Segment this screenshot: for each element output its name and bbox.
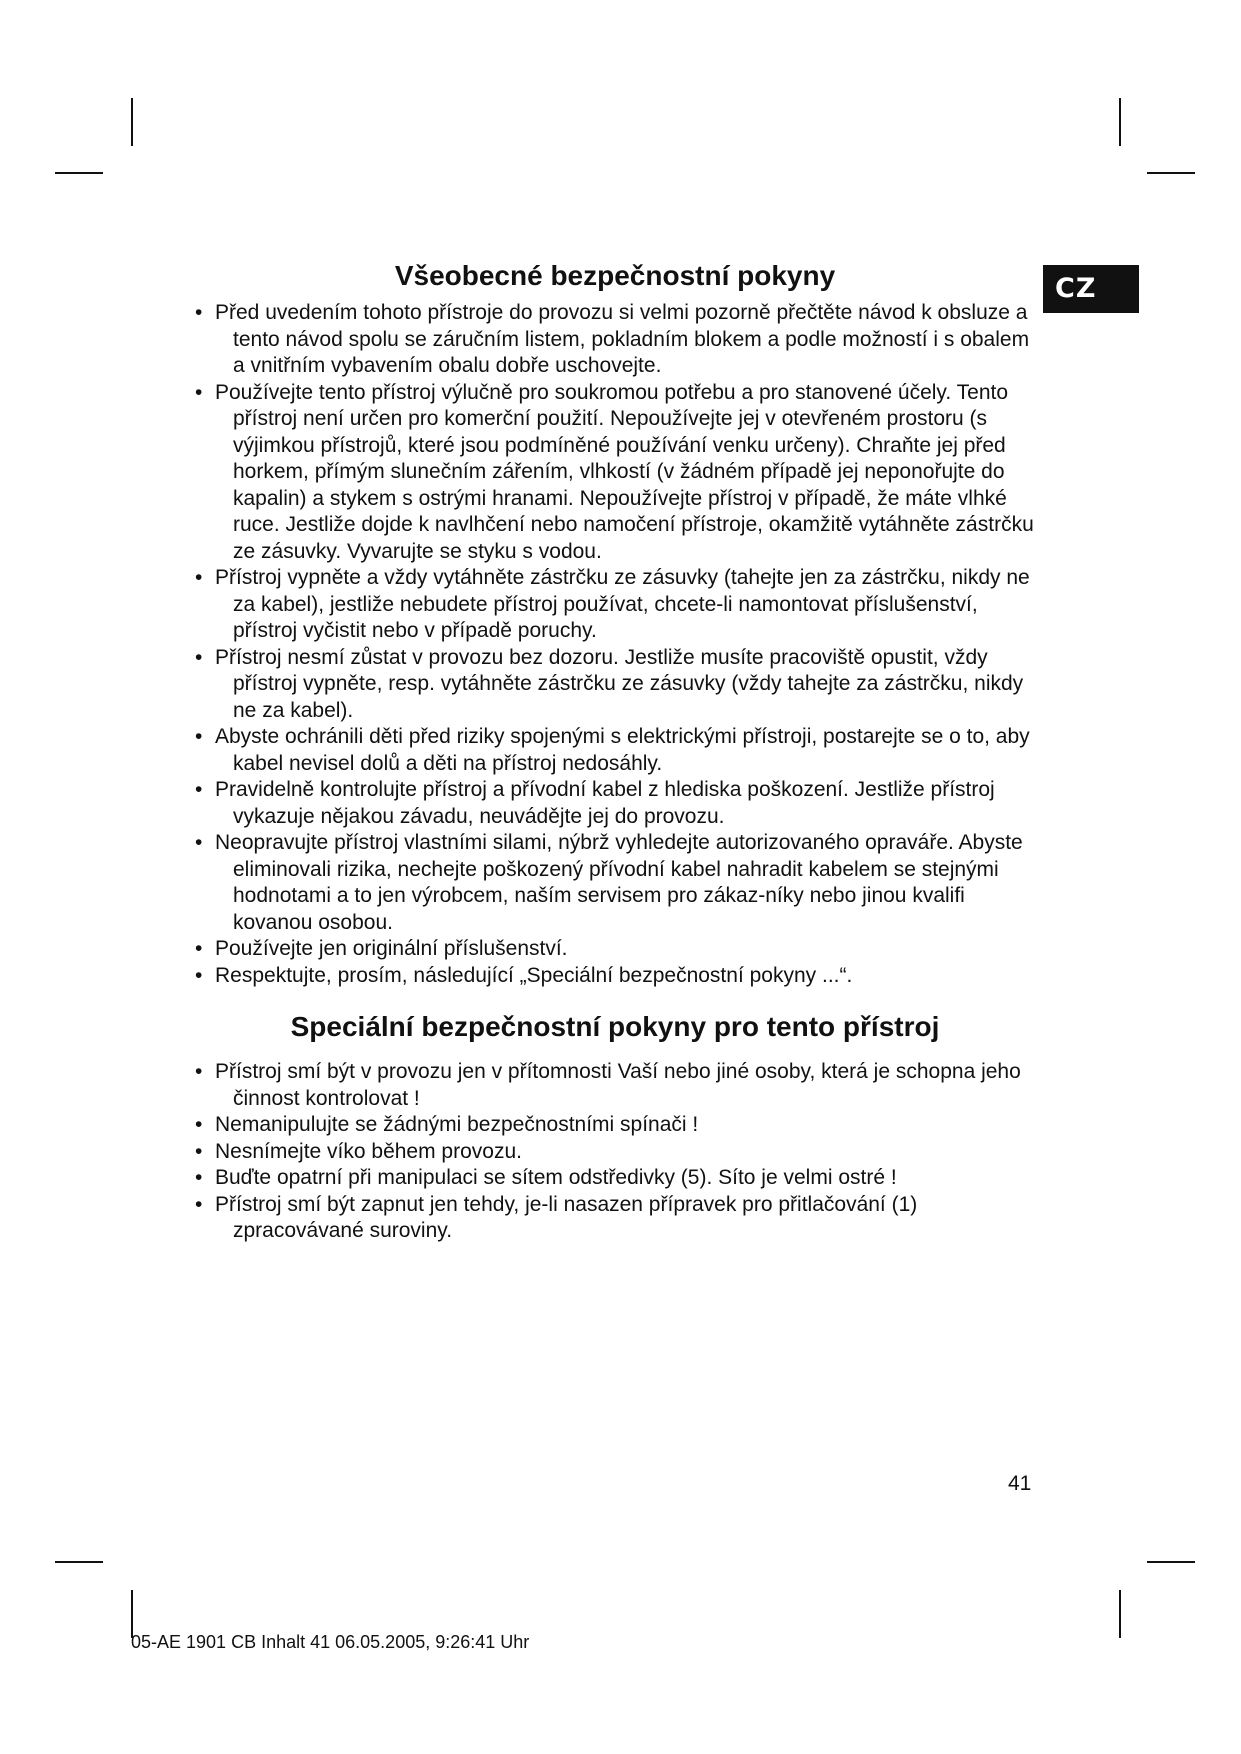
list-item: • Nesnímejte víko během provozu. — [195, 1139, 1045, 1166]
print-footer: 05-AE 1901 CB Inhalt 41 06.05.2005, 9:26:41 Uhr — [131, 1632, 530, 1652]
special-safety-list — [195, 1059, 1045, 1245]
list-item: • Přístroj nesmí zůstat v provozu bez dozoru. Jestliže musíte pracoviště opustit, vždy přístroj vypněte, resp. vytáhněte zástrčku ze zásuvky (vždy tahejte za zástrčku, nikdy ne za kabel). — [195, 645, 1045, 725]
list-item: • Používejte tento přístroj výlučně pro soukromou potřebu a pro stanovené účely. Tento přístroj není určen pro komerční použití. Nepoužívejte jej v otevřeném prostoru (s výjimkou přístrojů, které jsou podmíněné používání venku určeny). Chraňte jej před horkem, přímým slunečním zářením, vlhkostí (v žádném případě jej neponořujte do kapalin) a stykem s ostrými hranami. Nepoužívejte přístroj v případě, že máte vlhké ruce. Jestliže dojde k navlhčení nebo namočení přístroje, okamžitě vytáhněte zástrčku ze zásuvky. Vyvarujte se styku s vodou. — [195, 380, 1045, 566]
crop-mark-bottom-left-horizontal — [55, 1561, 103, 1563]
crop-mark-top-left-vertical — [131, 98, 133, 146]
list-item: • Používejte jen originální příslušenství. — [195, 936, 1045, 963]
special-safety-title: Speciální bezpečnostní pokyny pro tento přístroj — [290, 1011, 940, 1042]
language-tab: CZ — [1043, 265, 1139, 313]
list-item: • Přístroj smí být v provozu jen v přítomnosti Vaší nebo jiné osoby, která je schopna jeho činnost kontrolovat ! — [195, 1059, 1045, 1112]
list-item: • Pravidelně kontrolujte přístroj a přívodní kabel z hlediska poškození. Jestliže přístroj vykazuje nějakou závadu, neuvádějte jej do provozu. — [195, 777, 1045, 830]
list-item: • Přístroj vypněte a vždy vytáhněte zástrčku ze zásuvky (tahejte jen za zástrčku, nikdy ne za kabel), jestliže nebudete přístroj používat, chcete-li namontovat příslušenství, přístroj vyčistit nebo v případě poruchy. — [195, 565, 1045, 645]
list-item: • Abyste ochránili děti před riziky spojenými s elektrickými přístroji, postarejte se o to, aby kabel nevisel dolů a děti na přístroj nedosáhly. — [195, 724, 1045, 777]
crop-mark-bottom-right-vertical — [1119, 1590, 1121, 1638]
crop-mark-top-left-horizontal — [55, 172, 103, 174]
crop-mark-bottom-left-vertical — [131, 1590, 133, 1638]
list-item: • Buďte opatrní při manipulaci se sítem odstředivky (5). Síto je velmi ostré ! — [195, 1165, 1045, 1192]
list-item: • Respektujte, prosím, následující „Speciální bezpečnostní pokyny ...“. — [195, 963, 1045, 990]
list-item: • Přístroj smí být zapnut jen tehdy, je-li nasazen přípravek pro přitlačování (1) zpracovávané suroviny. — [195, 1192, 1045, 1245]
crop-mark-top-right-horizontal — [1147, 172, 1195, 174]
general-safety-list — [195, 300, 1045, 989]
general-safety-title: Všeobecné bezpečnostní pokyny — [394, 260, 836, 291]
crop-mark-top-right-vertical — [1119, 98, 1121, 146]
crop-mark-bottom-right-horizontal — [1147, 1561, 1195, 1563]
page-number: 41 — [1008, 1472, 1032, 1495]
list-item: • Neopravujte přístroj vlastními silami, nýbrž vyhledejte autorizovaného opraváře. Abyste eliminovali rizika, nechejte poškozený přívodní kabel nahradit kabelem se stejnými hodnotami a to jen výrobcem, naším servisem pro zákaz-níky nebo jinou kvalifi kovanou osobou. — [195, 830, 1045, 936]
main-content — [195, 258, 1045, 1245]
list-item: • Nemanipulujte se žádnými bezpečnostními spínači ! — [195, 1112, 1045, 1139]
list-item: • Před uvedením tohoto přístroje do provozu si velmi pozorně přečtěte návod k obsluze a tento návod spolu se záručním listem, pokladním blokem a podle možností i s obalem a vnitřním vybavením obalu dobře uschovejte. — [195, 300, 1045, 380]
